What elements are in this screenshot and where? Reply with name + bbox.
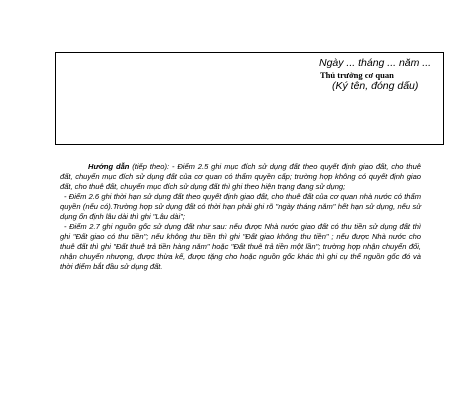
authority-title: Thủ trưởng cơ quan — [320, 70, 394, 80]
guidance-point-2-5: (tiếp theo): - Điểm 2.5 ghi mục đích sử dụng đất theo quyết định giao đất, cho thuê đất, chuyển mục đích sử dụng đất của cơ quan có thẩm quyền cấp; trường hợp không có quyết định giao đất, cho thuê đất, chuyển mục đích sử dụng đất thì ghi theo hiện trạng đang sử dụng; — [60, 162, 421, 192]
guidance-text — [60, 162, 421, 273]
date-line: Ngày ... tháng ... năm ... — [319, 57, 432, 69]
guidance-heading: Hướng dẫn — [88, 162, 130, 171]
guidance-point-2-7: - Điểm 2.7 ghi nguồn gốc sử dụng đất như sau: nếu được Nhà nước giao đất có thu tiền sử dụng đất thì ghi "Đất giao có thu tiền"; nếu không thu tiền thì ghi "Đất giao không thu tiền" ; nếu được Nhà nước cho thuê đất thì ghi "Đất thuê trả tiền hàng năm" hoặc "Đất thuê trả tiền một lần"; trường hợp nhận chuyển đổi, nhận chuyển nhượng, được thừa kế, được tặng cho hoặc nguồn gốc khác thì ghi cụ thể nguồn gốc đó và thời điểm bắt đầu sử dụng đất. — [60, 222, 421, 272]
guidance-paragraph-2-5 — [60, 162, 421, 192]
guidance-point-2-6: - Điểm 2.6 ghi thời hạn sử dụng đất theo quyết định giao đất, cho thuê đất của cơ quan nhà nước có thẩm quyền (nếu có).Trường hợp sử dụng đất có thời hạn phải ghi rõ "ngày tháng năm" hết hạn sử dụng, nếu sử dụng ổn định lâu dài thì ghi "Lâu dài"; — [60, 192, 421, 222]
signature-box — [55, 52, 444, 145]
sign-note: (Ký tên, đóng dấu) — [332, 80, 419, 92]
